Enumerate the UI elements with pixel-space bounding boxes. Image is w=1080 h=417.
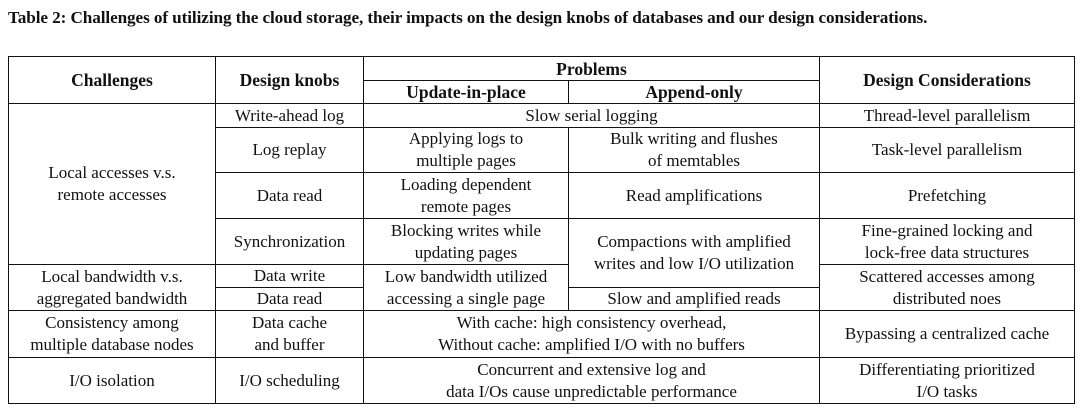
consideration-thread-parallelism: Thread-level parallelism — [820, 104, 1075, 128]
header-design-considerations: Design Considerations — [820, 57, 1075, 104]
consideration-fine-grained-locking: Fine-grained locking and lock-free data structures — [820, 219, 1075, 265]
consideration-prefetching: Prefetching — [820, 173, 1075, 219]
problem-replay-update-in-place: Applying logs to multiple pages — [364, 128, 569, 173]
knob-data-read-bandwidth: Data read — [216, 288, 364, 311]
problem-sync-update-in-place: Blocking writes while updating pages — [364, 219, 569, 265]
problem-bandwidth-update-in-place: Low bandwidth utilized accessing a single page — [364, 265, 569, 311]
header-problems: Problems — [364, 57, 820, 81]
problem-bandwidth-append-only: Slow and amplified reads — [569, 288, 820, 311]
challenges-table — [8, 56, 1075, 404]
consideration-task-parallelism: Task-level parallelism — [820, 128, 1075, 173]
problem-read-update-in-place: Loading dependent remote pages — [364, 173, 569, 219]
knob-data-cache-buffer: Data cache and buffer — [216, 311, 364, 358]
challenge-local-remote: Local accesses v.s. remote accesses — [9, 104, 216, 265]
challenge-bandwidth: Local bandwidth v.s. aggregated bandwidth — [9, 265, 216, 311]
consideration-prioritized-io: Differentiating prioritized I/O tasks — [820, 358, 1075, 404]
problem-slow-serial-logging: Slow serial logging — [364, 104, 820, 128]
knob-io-scheduling: I/O scheduling — [216, 358, 364, 404]
consideration-bypass-cache: Bypassing a centralized cache — [820, 311, 1075, 358]
challenge-io-isolation: I/O isolation — [9, 358, 216, 404]
header-append-only: Append-only — [569, 81, 820, 104]
header-challenges: Challenges — [9, 57, 216, 104]
problem-io-isolation: Concurrent and extensive log and data I/Os cause unpredictable performance — [364, 358, 820, 404]
problem-replay-append-only: Bulk writing and flushes of memtables — [569, 128, 820, 173]
knob-data-read: Data read — [216, 173, 364, 219]
knob-data-write: Data write — [216, 265, 364, 288]
header-design-knobs: Design knobs — [216, 57, 364, 104]
table-caption: Table 2: Challenges of utilizing the cloud storage, their impacts on the design knobs of databases and our design considerations. — [8, 8, 928, 27]
problem-sync-append-only: Compactions with amplified writes and low I/O utilization — [569, 219, 820, 288]
knob-write-ahead-log: Write-ahead log — [216, 104, 364, 128]
header-update-in-place: Update-in-place — [364, 81, 569, 104]
problem-consistency: With cache: high consistency overhead, Without cache: amplified I/O with no buffers — [364, 311, 820, 358]
knob-synchronization: Synchronization — [216, 219, 364, 265]
knob-log-replay: Log replay — [216, 128, 364, 173]
challenge-consistency: Consistency among multiple database nodes — [9, 311, 216, 358]
problem-read-append-only: Read amplifications — [569, 173, 820, 219]
consideration-scattered-accesses: Scattered accesses among distributed noes — [820, 265, 1075, 311]
